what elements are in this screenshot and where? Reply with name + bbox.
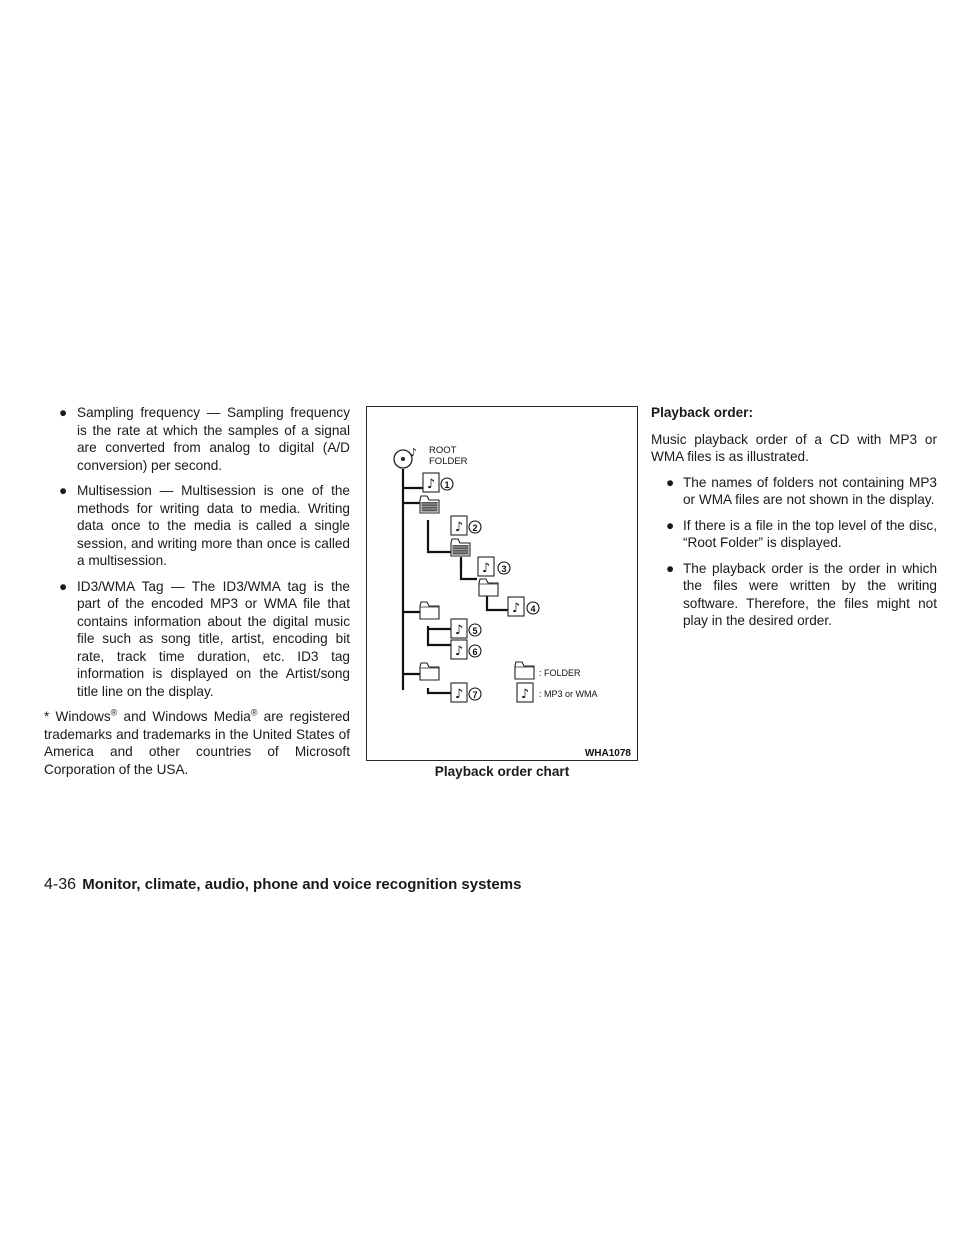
root-cd-icon: [394, 446, 417, 468]
bullet-text: The names of folders not containing MP3 or WMA files are not shown in the display.: [683, 474, 937, 507]
bullet-multisession: [44, 482, 350, 570]
mp3-file-icon: [508, 597, 524, 616]
mp3-file-icon: [451, 683, 467, 702]
registered-mark: ®: [110, 707, 118, 718]
bullet-dot: ●: [666, 517, 675, 533]
legend-folder-label: : FOLDER: [539, 668, 581, 678]
root-label-line1: ROOT: [429, 445, 457, 456]
folder-icon: [420, 602, 439, 619]
mp3-file-icon: [478, 557, 494, 576]
svg-text:5: 5: [472, 626, 478, 636]
bullet-dot: ●: [666, 560, 675, 576]
figure-code: WHA1078: [584, 748, 631, 759]
svg-text:♪: ♪: [410, 446, 418, 459]
bullet-sampling-frequency: [44, 404, 350, 474]
mp3-file-icon: [423, 473, 439, 492]
bullet-dot: ●: [59, 405, 68, 420]
right-column: [651, 404, 937, 638]
page-footer: [44, 876, 521, 894]
section-title: Monitor, climate, audio, phone and voice recognition systems: [82, 876, 522, 893]
order-number-3: [498, 562, 510, 574]
folder-icon: [420, 663, 439, 680]
root-label-line2: FOLDER: [429, 456, 468, 467]
mp3-file-icon: [451, 516, 467, 535]
bullet-text: If there is a file in the top level of the disc, “Root Folder” is displayed.: [683, 517, 937, 550]
trademark-middle: and Windows Media: [117, 709, 251, 724]
section-heading: Playback order:: [651, 405, 753, 420]
mp3-file-icon: [451, 619, 467, 638]
bullet-playback-order: [651, 560, 937, 630]
folder-icon: [451, 539, 470, 556]
svg-text:3: 3: [501, 564, 507, 574]
playback-order-diagram: ♪ ♪ ROOT FOLDER 1 2 3 4 5 6 7 : FOLDER : MP3 or WMA WHA1078: [370, 411, 631, 759]
intro-paragraph: Music playback order of a CD with MP3 or WMA files is as illustrated.: [651, 431, 937, 464]
folder-icon: [420, 496, 439, 513]
svg-text:4: 4: [530, 604, 536, 614]
registered-mark: ®: [250, 707, 258, 718]
bullet-text: The playback order is the order in which the files were written by the writing software. Therefore, the files might not play in the desired order.: [683, 560, 937, 628]
page-number: 4-36: [44, 876, 77, 893]
bullet-folder-names: [651, 474, 937, 509]
legend-file-label: : MP3 or WMA: [539, 689, 598, 699]
bullet-text: ID3/WMA Tag — The ID3/WMA tag is the part of the encoded MP3 or WMA file that contains information about the digital music file such as song title, artist, encoding bit rate, track time duration, etc. ID3 tag information is displayed on the Artist/song title line on the display.: [77, 578, 350, 699]
left-column: [44, 404, 350, 778]
order-number-1: [441, 478, 453, 490]
trademark-prefix: * Windows: [44, 709, 111, 724]
order-number-7: [469, 688, 481, 700]
bullet-dot: ●: [59, 483, 68, 498]
legend-folder-icon: [515, 662, 534, 679]
svg-text:2: 2: [472, 523, 478, 533]
svg-text:7: 7: [472, 690, 478, 700]
legend-file-icon: [517, 683, 533, 702]
svg-text:1: 1: [444, 480, 450, 490]
order-number-6: [469, 645, 481, 657]
bullet-text: Sampling frequency — Sampling frequency is the rate at which the samples of a signal are converted from analog to digital (A/D conversion) per second.: [77, 405, 350, 473]
trademark-suffix: are registered trademarks and trademarks in the United States of America and other countries of Microsoft Corporation of the USA.: [44, 709, 350, 777]
bullet-root-folder: [651, 517, 937, 552]
figure-caption: Playback order chart: [434, 764, 570, 779]
order-number-2: [469, 521, 481, 533]
playback-order-figure: [366, 406, 638, 761]
bullet-dot: ●: [666, 474, 675, 490]
order-number-4: [527, 602, 539, 614]
bullet-text: Multisession — Multisession is one of the methods for writing data to media. Writing data once to the media is called a single session, and writing more than once is called a multisession.: [77, 483, 350, 568]
order-number-5: [469, 624, 481, 636]
trademark-note: [44, 708, 350, 778]
mp3-file-icon: [451, 640, 467, 659]
bullet-id3-wma-tag: [44, 578, 350, 701]
bullet-dot: ●: [59, 578, 68, 594]
folder-icon: [479, 579, 498, 596]
svg-text:6: 6: [472, 647, 478, 657]
